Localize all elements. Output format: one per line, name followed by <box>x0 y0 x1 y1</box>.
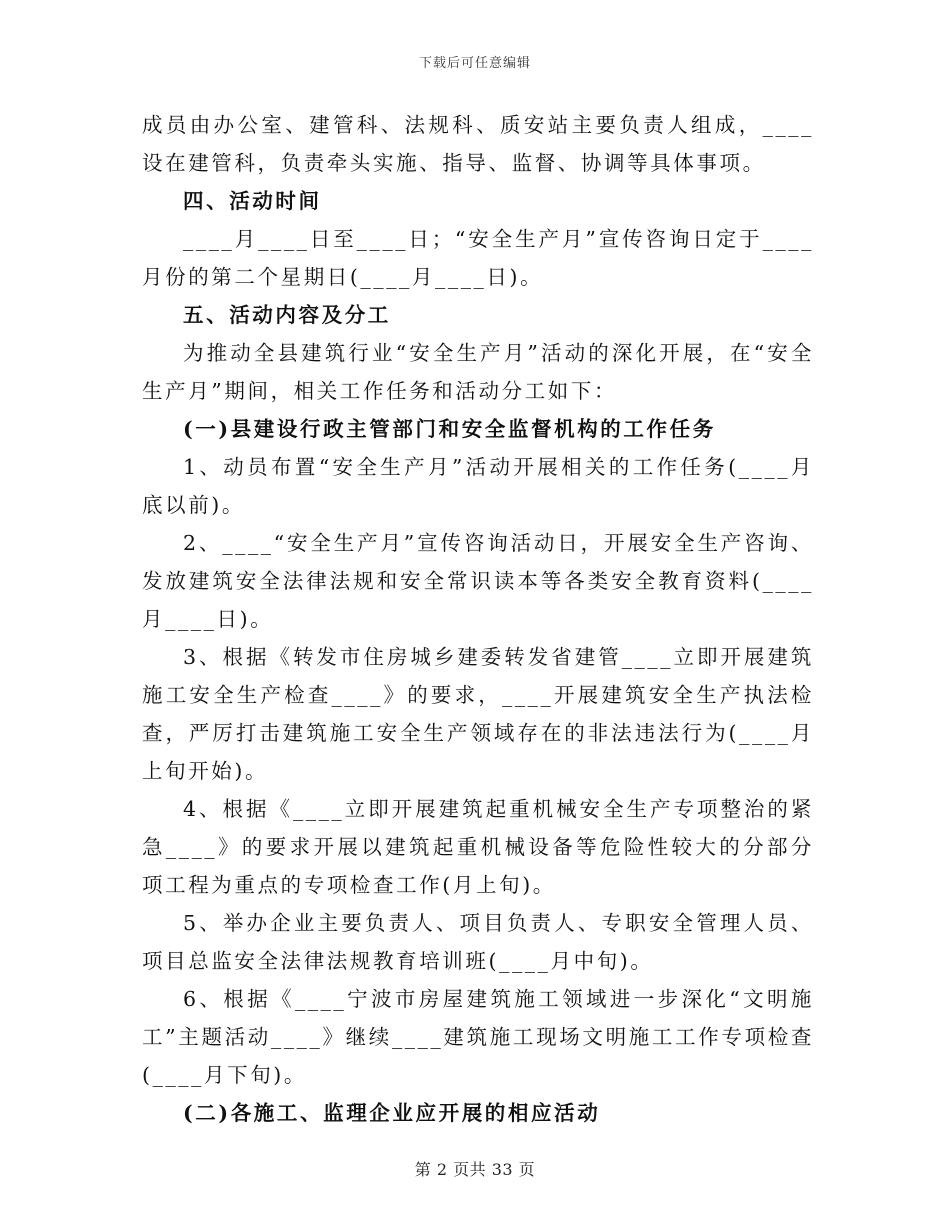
list-item-task-5: 5、举办企业主要负责人、项目负责人、专职安全管理人员、项目总监安全法律法规教育培训班(____月中旬)。 <box>142 911 814 973</box>
subsection-heading-government-tasks: (一)县建设行政主管部门和安全监督机构的工作任务 <box>183 417 716 441</box>
page-header-note: 下载后可任意编辑 <box>418 56 531 71</box>
list-item-task-4: 4、根据《____立即开展建筑起重机械安全生产专项整治的紧急____》的要求开展以建筑起重机械设备等危险性较大的分部分项工程为重点的专项检查工作(月上旬)。 <box>142 797 814 897</box>
section-heading-content-division: 五、活动内容及分工 <box>183 303 391 327</box>
paragraph-intro: 为推动全县建筑行业“安全生产月”活动的深化开展，在“安全生产月”期间，相关工作任务和活动分工如下： <box>142 341 814 403</box>
list-item-task-2: 2、____“安全生产月”宣传咨询活动日，开展安全生产咨询、发放建筑安全法律法规和安全常识读本等各类安全教育资料(____月____日)。 <box>142 531 814 631</box>
list-item-task-3: 3、根据《转发市住房城乡建委转发省建管____立即开展建筑施工安全生产检查____》的要求，____开展建筑安全生产执法检查，严厉打击建筑施工安全生产领域存在的非法违法行为(____月上旬开始)。 <box>142 645 814 783</box>
subsection-heading-enterprise-activities: (二)各施工、监理企业应开展的相应活动 <box>183 1101 601 1125</box>
document-body <box>142 106 814 1132</box>
paragraph-activity-time: ____月____日至____日；“安全生产月”宣传咨询日定于____月份的第二个星期日(____月____日)。 <box>142 227 814 289</box>
list-item-task-6: 6、根据《____宁波市房屋建筑施工领域进一步深化“文明施工”主题活动____》继续____建筑施工现场文明施工工作专项检查(____月下旬)。 <box>142 987 814 1087</box>
section-heading-activity-time: 四、活动时间 <box>183 189 322 213</box>
list-item-task-1: 1、动员布置“安全生产月”活动开展相关的工作任务(____月底以前)。 <box>142 455 814 517</box>
paragraph-members: 成员由办公室、建管科、法规科、质安站主要负责人组成，____设在建管科，负责牵头实施、指导、监督、协调等具体事项。 <box>142 113 814 175</box>
page-number: 第 2 页共 33 页 <box>414 1160 536 1179</box>
